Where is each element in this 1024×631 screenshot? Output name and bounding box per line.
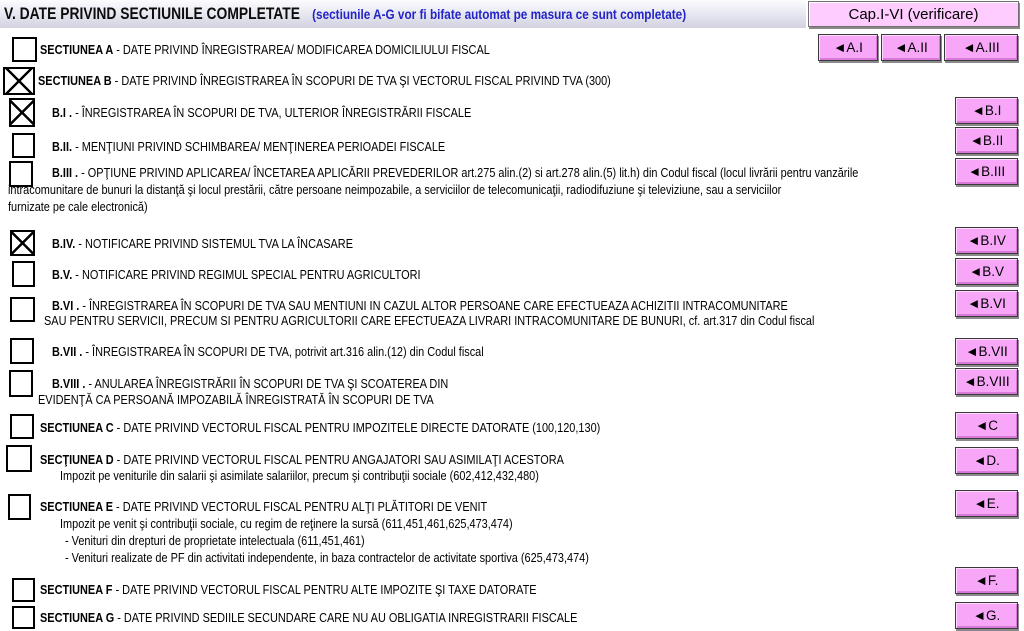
nav-button-a2[interactable]: ◄A.II [881, 34, 941, 61]
nav-button-f[interactable]: ◄F. [955, 567, 1018, 594]
checkbox-b4[interactable] [10, 230, 35, 256]
page-title: V. DATE PRIVIND SECTIUNILE COMPLETATE [4, 4, 300, 23]
nav-button-b5[interactable]: ◄B.V [955, 258, 1018, 285]
section-e-label-line2: Impozit pe venit şi contribuţii sociale, cu regim de reţinere la sursă (611,451,461,625,473,474) [60, 516, 513, 531]
checkbox-b1[interactable] [9, 98, 35, 127]
nav-button-d[interactable]: ◄D. [955, 447, 1018, 474]
nav-button-g[interactable]: ◄G. [955, 602, 1018, 629]
checkbox-sectiunea-d[interactable] [6, 445, 32, 472]
section-b-label: SECTIUNEA B - DATE PRIVIND ÎNREGISTRAREA ÎN SCOPURI DE TVA ŞI VECTORUL FISCAL PRIVIND TVA (300) [38, 73, 611, 88]
section-b5-label: B.V. - NOTIFICARE PRIVIND REGIMUL SPECIAL PENTRU AGRICULTORI [52, 267, 421, 282]
checkbox-sectiunea-e[interactable] [8, 494, 31, 520]
section-b4-label: B.IV. - NOTIFICARE PRIVIND SISTEMUL TVA LA ÎNCASARE [52, 236, 353, 251]
checkbox-sectiunea-c[interactable] [10, 414, 34, 439]
nav-button-b8[interactable]: ◄B.VIII [955, 368, 1018, 395]
checkbox-b7[interactable] [10, 338, 34, 364]
section-b6-label: B.VI . - ÎNREGISTRAREA ÎN SCOPURI DE TVA SAU MENTIUNI IN CAZUL ALTOR PERSOANE CARE EFECTUEAZA ACHIZITII INTRACOMUNITARE [52, 298, 788, 313]
cap-i-vi-verificare-button[interactable]: Cap.I-VI (verificare) [808, 1, 1019, 27]
header-note: (sectiunile A-G vor fi bifate automat pe masura ce sunt completate) [312, 5, 687, 22]
section-d-label-line2: Impozit pe veniturile din salarii şi asimilate salariilor, precum şi contribuţii sociale (602,412,432,480) [60, 468, 539, 483]
nav-button-b4[interactable]: ◄B.IV [955, 227, 1018, 254]
section-c-label: SECTIUNEA C - DATE PRIVIND VECTORUL FISCAL PENTRU IMPOZITELE DIRECTE DATORATE (100,120,130) [40, 420, 601, 435]
section-a-label: SECTIUNEA A - DATE PRIVIND ÎNREGISTRAREA/ MODIFICAREA DOMICILIULUI FISCAL [40, 42, 490, 57]
section-e-label-line4: - Venituri realizate de PF din activitati independente, in baza contractelor de activitate sportiva (625,473,474) [65, 550, 589, 565]
section-d-label: SECŢIUNEA D - DATE PRIVIND VECTORUL FISCAL PENTRU ANGAJATORI SAU ASIMILAŢI ACESTORA [40, 452, 564, 467]
section-b3-label-line2: intracomunitare de bunuri la distanţă şi locul prestării, către persoane neimpozabile, a serviciilor de telecomunicaţii, radiodifuziune şi televiziune, sau a serviciilor [8, 182, 782, 197]
section-f-label: SECTIUNEA F - DATE PRIVIND VECTORUL FISCAL PENTRU ALTE IMPOZITE ŞI TAXE DATORATE [40, 582, 537, 597]
nav-button-b2[interactable]: ◄B.II [955, 127, 1018, 154]
nav-button-b7[interactable]: ◄B.VII [955, 338, 1018, 365]
section-e-label-line3: - Venituri din drepturi de proprietate intelectuala (611,451,461) [65, 533, 365, 548]
section-b6-label-line2: SAU PENTRU SERVICII, PRECUM SI PENTRU AGRICULTORII CARE EFECTUEAZA LIVRARI INTRACOMUNITARE DE BUNURI, cf. art.317 din Codul fiscal [44, 313, 815, 328]
nav-button-e[interactable]: ◄E. [955, 490, 1018, 517]
section-g-label: SECTIUNEA G - DATE PRIVIND SEDIILE SECUNDARE CARE NU AU OBLIGATIA INREGISTRARII FISCALE [40, 610, 578, 625]
nav-button-a1[interactable]: ◄A.I [818, 34, 878, 61]
checkbox-b6[interactable] [10, 297, 35, 322]
checkbox-b8[interactable] [9, 370, 33, 397]
nav-button-b6[interactable]: ◄B.VI [955, 290, 1018, 317]
checkbox-sectiunea-b[interactable] [3, 67, 35, 95]
checkbox-sectiunea-g[interactable] [12, 606, 35, 629]
nav-button-a3[interactable]: ◄A.III [944, 34, 1018, 61]
section-b2-label: B.II. - MENŢIUNI PRIVIND SCHIMBAREA/ MENŢINEREA PERIOADEI FISCALE [52, 139, 446, 154]
checkbox-sectiunea-f[interactable] [12, 578, 35, 602]
nav-button-b3[interactable]: ◄B.III [955, 158, 1018, 185]
section-b8-label-line2: EVIDENŢĂ CA PERSOANĂ IMPOZABILĂ ÎNREGISTRATĂ ÎN SCOPURI DE TVA [38, 392, 434, 407]
section-b3-label: B.III . - OPŢIUNE PRIVIND APLICAREA/ ÎNCETAREA APLICĂRII PREVEDERILOR art.275 alin.(2) si art.278 alin.(5) lit.h) din Codul fiscal (locul livrării pentru vanzările [52, 165, 859, 180]
section-b7-label: B.VII . - ÎNREGISTRAREA ÎN SCOPURI DE TVA, potrivit art.316 alin.(12) din Codul fiscal [52, 344, 484, 359]
section-v-header-bar [0, 0, 806, 28]
checkbox-b2[interactable] [12, 133, 35, 158]
section-e-label: SECTIUNEA E - DATE PRIVIND VECTORUL FISCAL PENTRU ALŢI PLĂTITORI DE VENIT [40, 499, 488, 514]
section-b3-label-line3: furnizate pe cale electronică) [8, 199, 148, 214]
checkbox-sectiunea-a[interactable] [12, 37, 37, 62]
checkbox-b5[interactable] [12, 261, 35, 287]
section-b1-label: B.I . - ÎNREGISTRAREA ÎN SCOPURI DE TVA, ULTERIOR ÎNREGISTRĂRII FISCALE [52, 105, 472, 120]
nav-button-b1[interactable]: ◄B.I [955, 97, 1018, 124]
nav-button-c[interactable]: ◄C [955, 412, 1018, 439]
section-b8-label: B.VIII . - ANULAREA ÎNREGISTRĂRII ÎN SCOPURI DE TVA ŞI SCOATEREA DIN [52, 376, 449, 391]
